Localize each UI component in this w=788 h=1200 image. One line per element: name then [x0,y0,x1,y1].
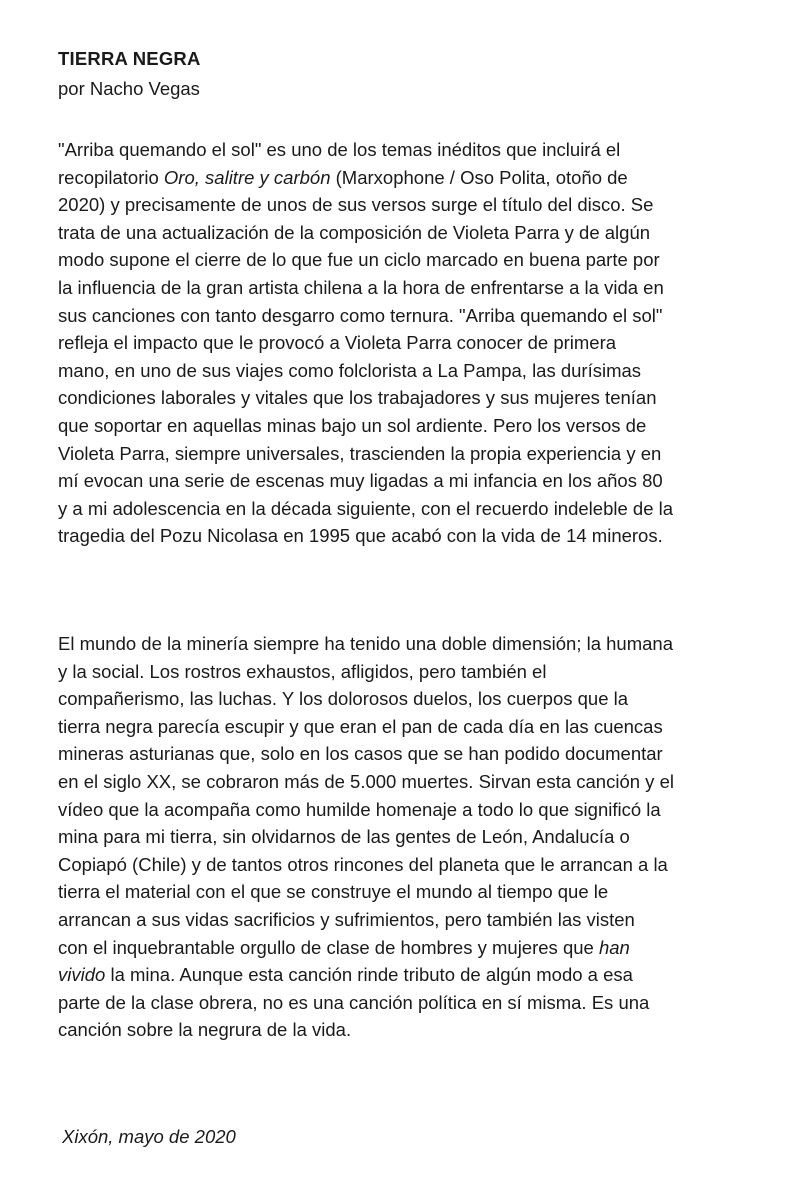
text-line: "Arriba quemando el sol" es uno de los temas inéditos que incluirá el [58,139,621,160]
text-line: 2020) y precisamente de unos de sus versos surge el título del disco. Se [58,194,654,216]
text-line: la influencia de la gran artista chilena a la hora de enfrentarse a la vida en [58,276,664,298]
text-line: y la social. Los rostros exhaustos, afligidos, pero también el [58,660,547,682]
text-line: mineras asturianas que, solo en los casos que se han podido documentar [58,743,663,765]
text-line: tierra negra parecía escupir y que eran el pan de cada día en las cuencas [58,715,663,737]
text-line: con el inquebrantable orgullo de clase de hombres y mujeres que han [58,936,630,958]
text-line: sus canciones con tanto desgarro como ternura. "Arriba quemando el sol" [58,304,663,326]
text-line: parte de la clase obrera, no es una canción política en sí misma. Es una [58,991,650,1013]
text-line: recopilatorio Oro, salitre y carbón (Marxophone / Oso Polita, otoño de [58,166,628,188]
article-byline: por Nacho Vegas [58,78,200,99]
text-line: Violeta Parra, siempre universales, trascienden la propia experiencia y en [58,442,662,464]
signature-line: Xixón, mayo de 2020 [62,1126,236,1147]
text-line: en el siglo XX, se cobraron más de 5.000 muertes. Sirvan esta canción y el [58,770,674,792]
text-line: mano, en uno de sus viajes como folclorista a La Pampa, las durísimas [58,359,642,381]
text-line: Copiapó (Chile) y de tantos otros rincones del planeta que le arrancan a la [58,853,668,875]
text-line: tierra el material con el que se construye el mundo al tiempo que le [58,881,609,903]
text-line: El mundo de la minería siempre ha tenido una doble dimensión; la humana [58,633,673,654]
text-line: mina para mi tierra, sin olvidarnos de las gentes de León, Andalucía o [58,826,630,848]
italic-text: Oro, salitre y carbón [163,166,331,188]
italic-text: vivido [58,964,106,986]
text-line: vídeo que la acompaña como humilde homenaje a todo lo que significó la [58,798,661,820]
text-line: compañerismo, las luchas. Y los dolorosos duelos, los cuerpos que la [58,688,629,710]
italic-text: han [598,936,630,958]
article-title: TIERRA NEGRA [58,48,201,69]
text-line: que soportar en aquellas minas bajo un sol ardiente. Pero los versos de [58,414,647,436]
text-line: tragedia del Pozu Nicolasa en 1995 que acabó con la vida de 14 mineros. [58,525,663,547]
text-line: condiciones laborales y vitales que los trabajadores y sus mujeres tenían [58,387,657,409]
text-line: refleja el impacto que le provocó a Violeta Parra conocer de primera [58,332,617,354]
paragraph-2 [58,630,748,1044]
text-line: y a mi adolescencia en la década siguiente, con el recuerdo indeleble de la [58,497,674,519]
text-line: vivido la mina. Aunque esta canción rinde tributo de algún modo a esa [58,964,633,986]
text-line: trata de una actualización de la composición de Violeta Parra y de algún [58,221,651,243]
text-line: arrancan a sus vidas sacrificios y sufrimientos, pero también las visten [58,908,635,930]
text-line: canción sobre la negrura de la vida. [58,1019,352,1041]
paragraph-1 [58,136,748,550]
text-line: modo supone el cierre de lo que fue un ciclo marcado en buena parte por [58,249,660,271]
text-line: mí evocan una serie de escenas muy ligadas a mi infancia en los años 80 [58,470,663,492]
